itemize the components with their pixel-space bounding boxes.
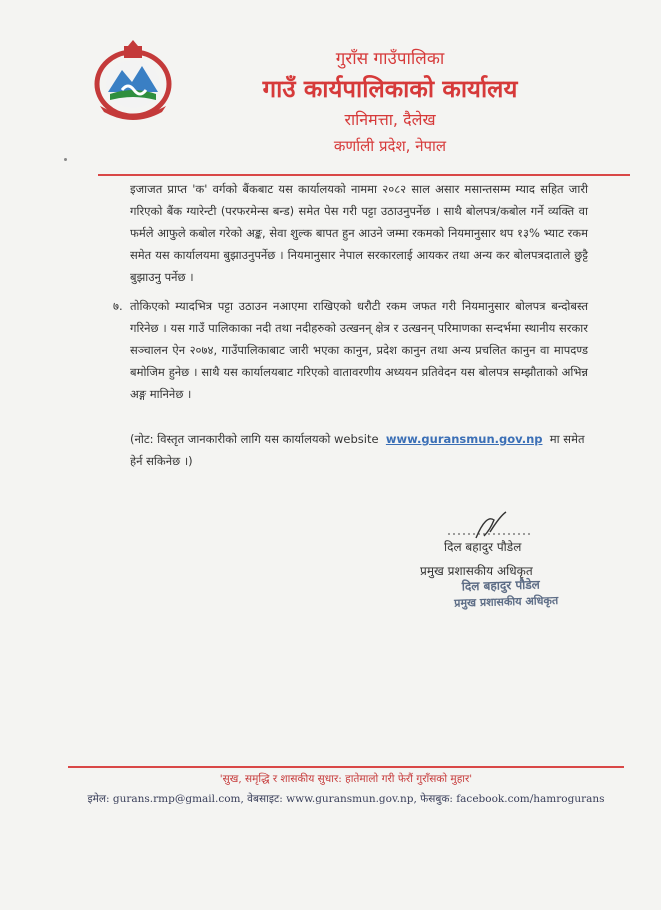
footer-motto: 'सुख, समृद्धि र शासकीय सुधार: हातेमालो गरी फेरौं गुराँसको मुहार'	[219, 773, 473, 785]
header-divider	[98, 174, 630, 176]
province-country: कर्णाली प्रदेश, नेपाल	[333, 137, 447, 155]
office-title: गाउँ कार्यपालिकाको कार्यालय	[262, 75, 518, 103]
note-suffix: मा समेत हेर्न सकिनेछ ।)	[130, 432, 585, 468]
office-location: रानिमत्ता, दैलेख	[344, 110, 436, 129]
stamp-title: प्रमुख प्रशासकीय अधिकृत	[454, 594, 559, 610]
stamp-name: दिल बहादुर पौडेल	[461, 577, 541, 594]
website-link[interactable]: www.guransmun.gov.np	[385, 432, 543, 446]
paragraph-6-continuation: इजाजत प्राप्त 'क' वर्गको बैंकबाट यस कार्यालयको नाममा २०८२ साल असार मसान्तसम्म म्याद सहित जारी गरिएको बैंक ग्यारेन्टी (परफरमेन्स बन्ड) समेत पेस गरी पट्टा उठाउनुपर्नेछ । साथै बोलपत्र/कबोल गर्ने व्यक्ति वा फर्मले आफुले कबोल गरेको अङ्क, सेवा शुल्क बापत हुन आउने जम्मा रकमको नियमानुसार थप १३% भ्याट रकम समेत यस कार्यालयमा बुझाउनुपर्नेछ । नियमानुसार नेपाल सरकारलाई आयकर तथा अन्य कर बोलपत्रदाताले छुट्टै बुझाउनु पर्नेछ ।	[130, 182, 588, 284]
note-prefix: (नोट: विस्तृत जानकारीको लागि यस कार्यालयको website	[130, 432, 379, 446]
list-item-7	[113, 295, 588, 405]
nepal-emblem-icon	[92, 40, 174, 120]
signatory-name: दिल बहादुर पौडेल	[444, 540, 522, 554]
scan-dot	[64, 158, 67, 161]
footer-contact: इमेल: gurans.rmp@gmail.com, वेबसाइट: www.guransmun.gov.np, फेसबुक: facebook.com/hamrogurans	[87, 793, 605, 805]
municipality-name: गुराँस गाउँपालिका	[335, 49, 445, 69]
footer-divider	[68, 766, 624, 768]
list-item-text: तोकिएको म्यादभित्र पट्टा उठाउन नआएमा राखिएको धरौटी रकम जफत गरी नियमानुसार बोलपत्र बन्दोबस्त गरिनेछ । यस गाउँ पालिकाका नदी तथा नदीहरुको उत्खनन् क्षेत्र र उत्खनन् परिमाणका सन्दर्भमा स्थानीय सरकार सञ्चालन ऐन २०७४, गाउँपालिकाबाट जारी भएका कानुन, प्रदेश कानुन तथा अन्य प्रचलित कानुन वा मापदण्ड बमोजिम हुनेछ । साथै यस कार्यालयबाट गरिएको वातावरणीय अध्ययन प्रतिवेदन यस बोलपत्र सम्झौताको अभिन्न अङ्ग मानिनेछ ।	[130, 299, 588, 401]
official-stamp	[446, 574, 595, 614]
list-item-number: ७.	[113, 299, 123, 313]
note-text	[130, 428, 590, 472]
signatory-title: प्रमुख प्रशासकीय अधिकृत	[420, 564, 533, 578]
